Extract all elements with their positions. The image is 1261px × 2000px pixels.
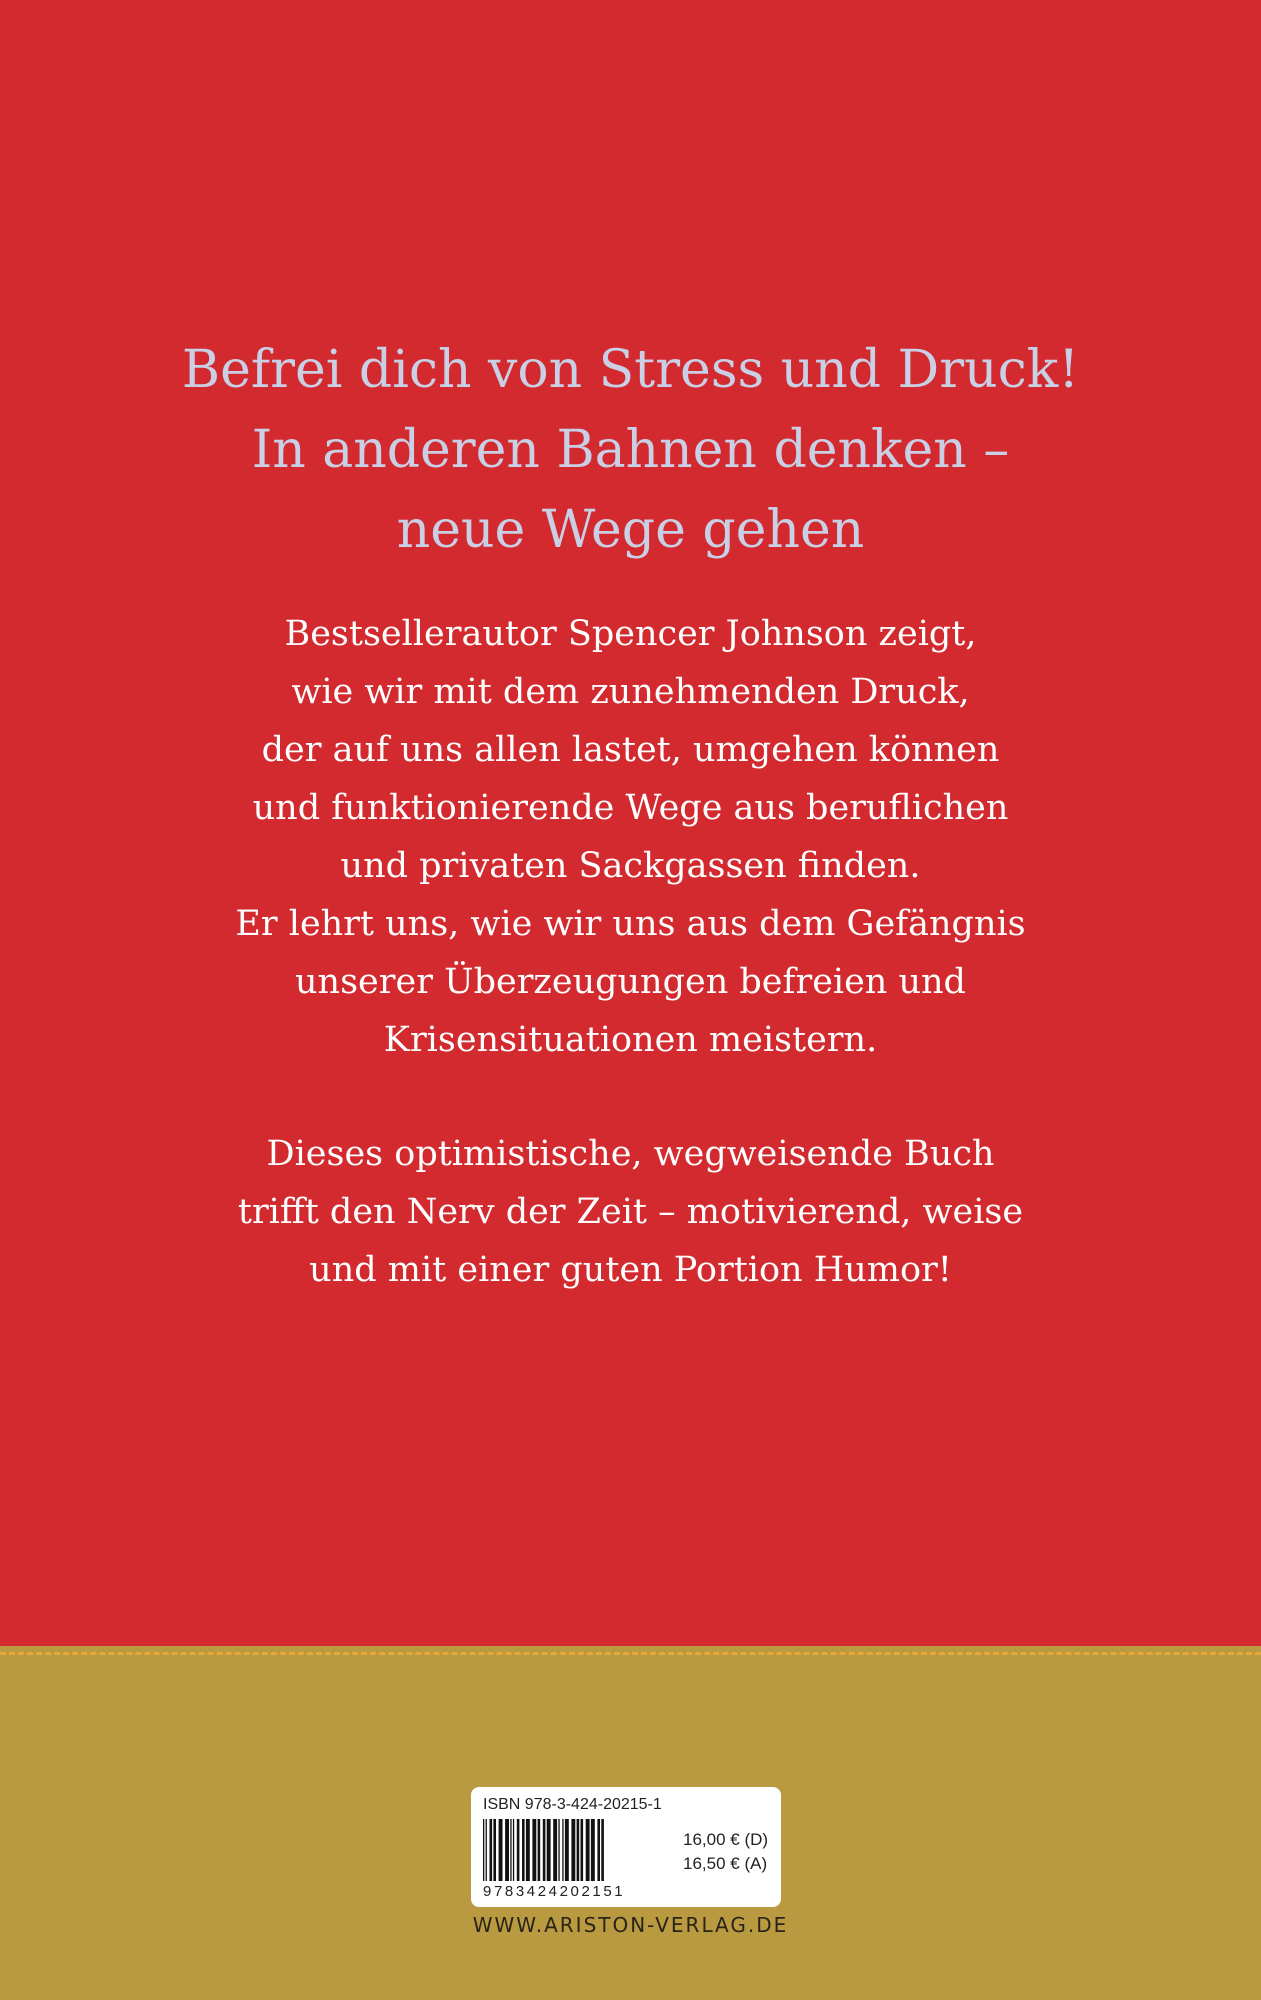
- dashed-divider: [0, 1652, 1261, 1655]
- barcode-bar: [510, 1819, 511, 1881]
- blurb-line: Er lehrt uns, wie wir uns aus dem Gefängnis: [235, 904, 1026, 944]
- blurb-line: Krisensituationen meistern.: [383, 1020, 878, 1060]
- barcode-bar: [601, 1819, 604, 1881]
- barcode-bar: [547, 1819, 551, 1881]
- barcode-bar: [586, 1819, 590, 1881]
- barcode-bar: [526, 1819, 530, 1881]
- blurb-paragraph-1: [0, 605, 1261, 1069]
- blurb-line: Dieses optimistische, wegweisende Buch: [266, 1134, 995, 1174]
- isbn-label: ISBN 978-3-424-20215-1: [483, 1796, 662, 1813]
- barcode-box: [471, 1787, 781, 1907]
- barcode-bar: [577, 1819, 580, 1881]
- barcode-bar: [493, 1819, 496, 1881]
- blurb-line: Bestsellerautor Spencer Johnson zeigt,: [284, 614, 977, 654]
- barcode-bar: [571, 1819, 575, 1881]
- barcode-bar: [490, 1819, 493, 1881]
- barcode-bar: [558, 1819, 559, 1881]
- headline: [0, 330, 1261, 570]
- barcode-bar: [486, 1819, 487, 1881]
- blurb-line: trifft den Nerv der Zeit – motivierend, weise: [237, 1192, 1024, 1232]
- barcode-bar: [591, 1819, 595, 1881]
- blurb-line: wie wir mit dem zunehmenden Druck,: [291, 672, 970, 712]
- barcode-bar: [532, 1819, 536, 1881]
- price-germany: 16,00 € (D): [683, 1830, 769, 1849]
- barcode-icon: [483, 1819, 663, 1883]
- barcode-bar: [597, 1819, 600, 1881]
- barcode-digits: 9783424202151: [483, 1883, 626, 1900]
- barcode-bar: [565, 1819, 569, 1881]
- barcode-bar: [562, 1819, 563, 1881]
- blurb-line: und privaten Sackgassen finden.: [340, 846, 921, 886]
- barcode-bar: [513, 1819, 514, 1881]
- blurb-line: unserer Überzeugungen befreien und: [295, 962, 966, 1002]
- barcode-bar: [505, 1819, 509, 1881]
- barcode-bar: [543, 1819, 546, 1881]
- headline-line-1: Befrei dich von Stress und Druck!: [181, 340, 1080, 400]
- blurb-line: und mit einer guten Portion Humor!: [309, 1250, 952, 1290]
- headline-line-3: neue Wege gehen: [396, 500, 865, 560]
- blurb-line: und funktionierende Wege aus beruflichen: [252, 788, 1009, 828]
- blurb-line: der auf uns allen lastet, umgehen können: [261, 730, 1000, 770]
- barcode-bar: [522, 1819, 525, 1881]
- barcode-bar: [553, 1819, 557, 1881]
- barcode-bar: [483, 1819, 484, 1881]
- price-austria: 16,50 € (A): [683, 1854, 768, 1873]
- barcode-bar: [538, 1819, 541, 1881]
- barcode-bar: [581, 1819, 584, 1881]
- barcode-bar: [517, 1819, 520, 1881]
- publisher-website: WWW.ARISTON-VERLAG.DE: [472, 1913, 789, 1937]
- barcode-bar: [499, 1819, 503, 1881]
- headline-line-2: In anderen Bahnen denken –: [251, 420, 1010, 480]
- blurb-paragraph-2: [0, 1125, 1261, 1299]
